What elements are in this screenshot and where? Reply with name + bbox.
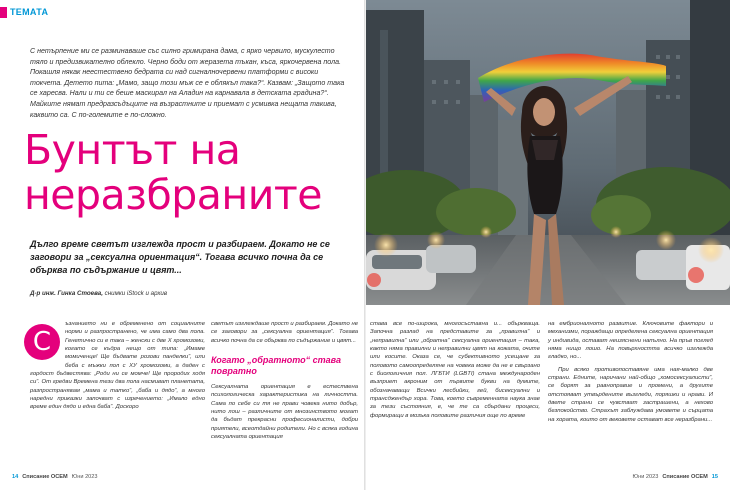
- byline: [30, 290, 167, 297]
- footer-left: [12, 474, 98, 480]
- column-2-body-a: светът изглеждаше прост и разбираем. Докато не се заговори за „сексуална ориентация“. Тогава всичко почна да се обърква по съдържание и цвят...: [211, 321, 358, 344]
- column-3-body: става все по-широка, многосъставна и... объркваща. Започна разлад на представите за „правилна“ и „неправилна“ или „обратна“ сексуална ориентация – така, както няма правилни и неправилни цвят на кожата, очите или косите. Оказа се, че субективното усещане за половото самоопределяне на човека може да не е свързано с биологичния пол. ЛГБТИ (LGBTI) стана международен възприет акроним от първите букви на думите, обозначаващи Всички лесбийки, гей, бисексуални и трансджендър хора. Това, което съвременната наука знае за тези състояния, е, че те са сбърдани процеси, формиращи в мозъка половите различия още по време: [370, 321, 540, 419]
- page-number-left: 14: [12, 474, 19, 480]
- section-tag-bar: [0, 7, 7, 18]
- footer-right: [632, 474, 718, 480]
- footer-issue-right: Юни 2023: [632, 474, 659, 480]
- page-number-right: 15: [711, 474, 718, 480]
- lead-paragraph: Дълго време светът изглежда прост и разбираем. Докато не се заговори за „сексуална ориентация“. Тогава всичко почна да се обърква по съдържание и цвят...: [30, 239, 330, 275]
- text-column-3: [370, 320, 540, 420]
- article-title-line-1: Бунтът на: [24, 126, 241, 174]
- intro-paragraph: С нетърпение ми се разминаваше със силно гримирана дама, с ярко червило, мускулесто тяло и предизвикателно облекло. Черно боди от жеразета тъкан, къса, яркочервена пола. Покашля някак неестествено бедрата си над сигналночервени платформи с високи токчета. Детето пита: „Мамо, защо този мъж се е облякъл така?“. Казвам: „Защото така се харесва. Нали и ти се беше маскирал на Аладин на карнавала в детската градина?“. Майките нямат предразсъдъците на възрастните и приемат с усмивка нещата такива, каквито са. С по-големите е по-сложно.: [30, 47, 345, 119]
- text-column-2: [211, 320, 358, 441]
- byline-author: Д-р инж. Гинка Стоева,: [30, 290, 103, 297]
- article-title: [24, 128, 364, 218]
- article-title-line-2: неразбраните: [24, 171, 322, 219]
- column-4-body-a: на ембрионалното развитие. Ключовите фактори и механизми, пораждащи определена сексуална ориентация у индивида, остават неизяснени напълно. На пръв поглед няма нищо лошо. На повърхността всичко изглежда гладко, но...: [548, 321, 713, 361]
- drop-cap: С: [24, 324, 60, 360]
- text-column-4: [548, 320, 713, 424]
- hero-photo: [366, 0, 730, 305]
- section-tag-label: ТЕМАТА: [10, 7, 49, 17]
- footer-magazine-left: Списание ОСЕМ: [22, 474, 68, 480]
- column-1-body: ъзнанието ни е обременено от социалните норми и разпространено, че има само два пола. Генетично си е така – женски с две Х хромозоми, когато се къдра нещо от типа: „Имаме момиченце! Ще бъдвате розови панделки“, или беба с мъжки пол с ХУ хромозоми, а даден с гордост бъдвестява: „Роди ни се момче! Ще прородих ходя си“. От гредви Времена тези два пола насмиват планетата, разпространявам „мама и татко“, „баба и дядо“, а много наредни приказки започват с изречението: „Имало едно време един дядо и една баба“. Доскоро: [30, 321, 205, 411]
- section-tag: [0, 6, 48, 18]
- text-column-1: [30, 320, 205, 412]
- column-4-body-b: При всяко противопоставяне има ная-малко две страни. Едните, наричани най-общо „хомосексуалисти“, се борят за равноправие и промени, а другите отстояват утвърдените възгледи, поряшки и нрави. И двете страни се чувстват застрашени, а нехово безпокойство. Страхът заблуждава умовете и сърцата на хората, които от вековете остават все неразбрани...: [548, 366, 713, 423]
- column-2-body-b: Сексуалната ориентация е естествена психологическа характеристика на личността. Сама по себе си тя не прави човека нито добър, нито лош – различните от мнозинството могат да бъдат прекрасни професионалисти, добри приятели, всеотдайни родители. Но с всяка година сексуалната ориентация: [211, 384, 358, 441]
- byline-credits: снимки iStock и архив: [104, 290, 168, 297]
- subheading: Когато „обратното“ става повратно: [211, 355, 341, 377]
- footer-issue-left: Юни 2023: [71, 474, 98, 480]
- footer-magazine-right: Списание ОСЕМ: [662, 474, 708, 480]
- hero-photo-illustration: [366, 0, 730, 305]
